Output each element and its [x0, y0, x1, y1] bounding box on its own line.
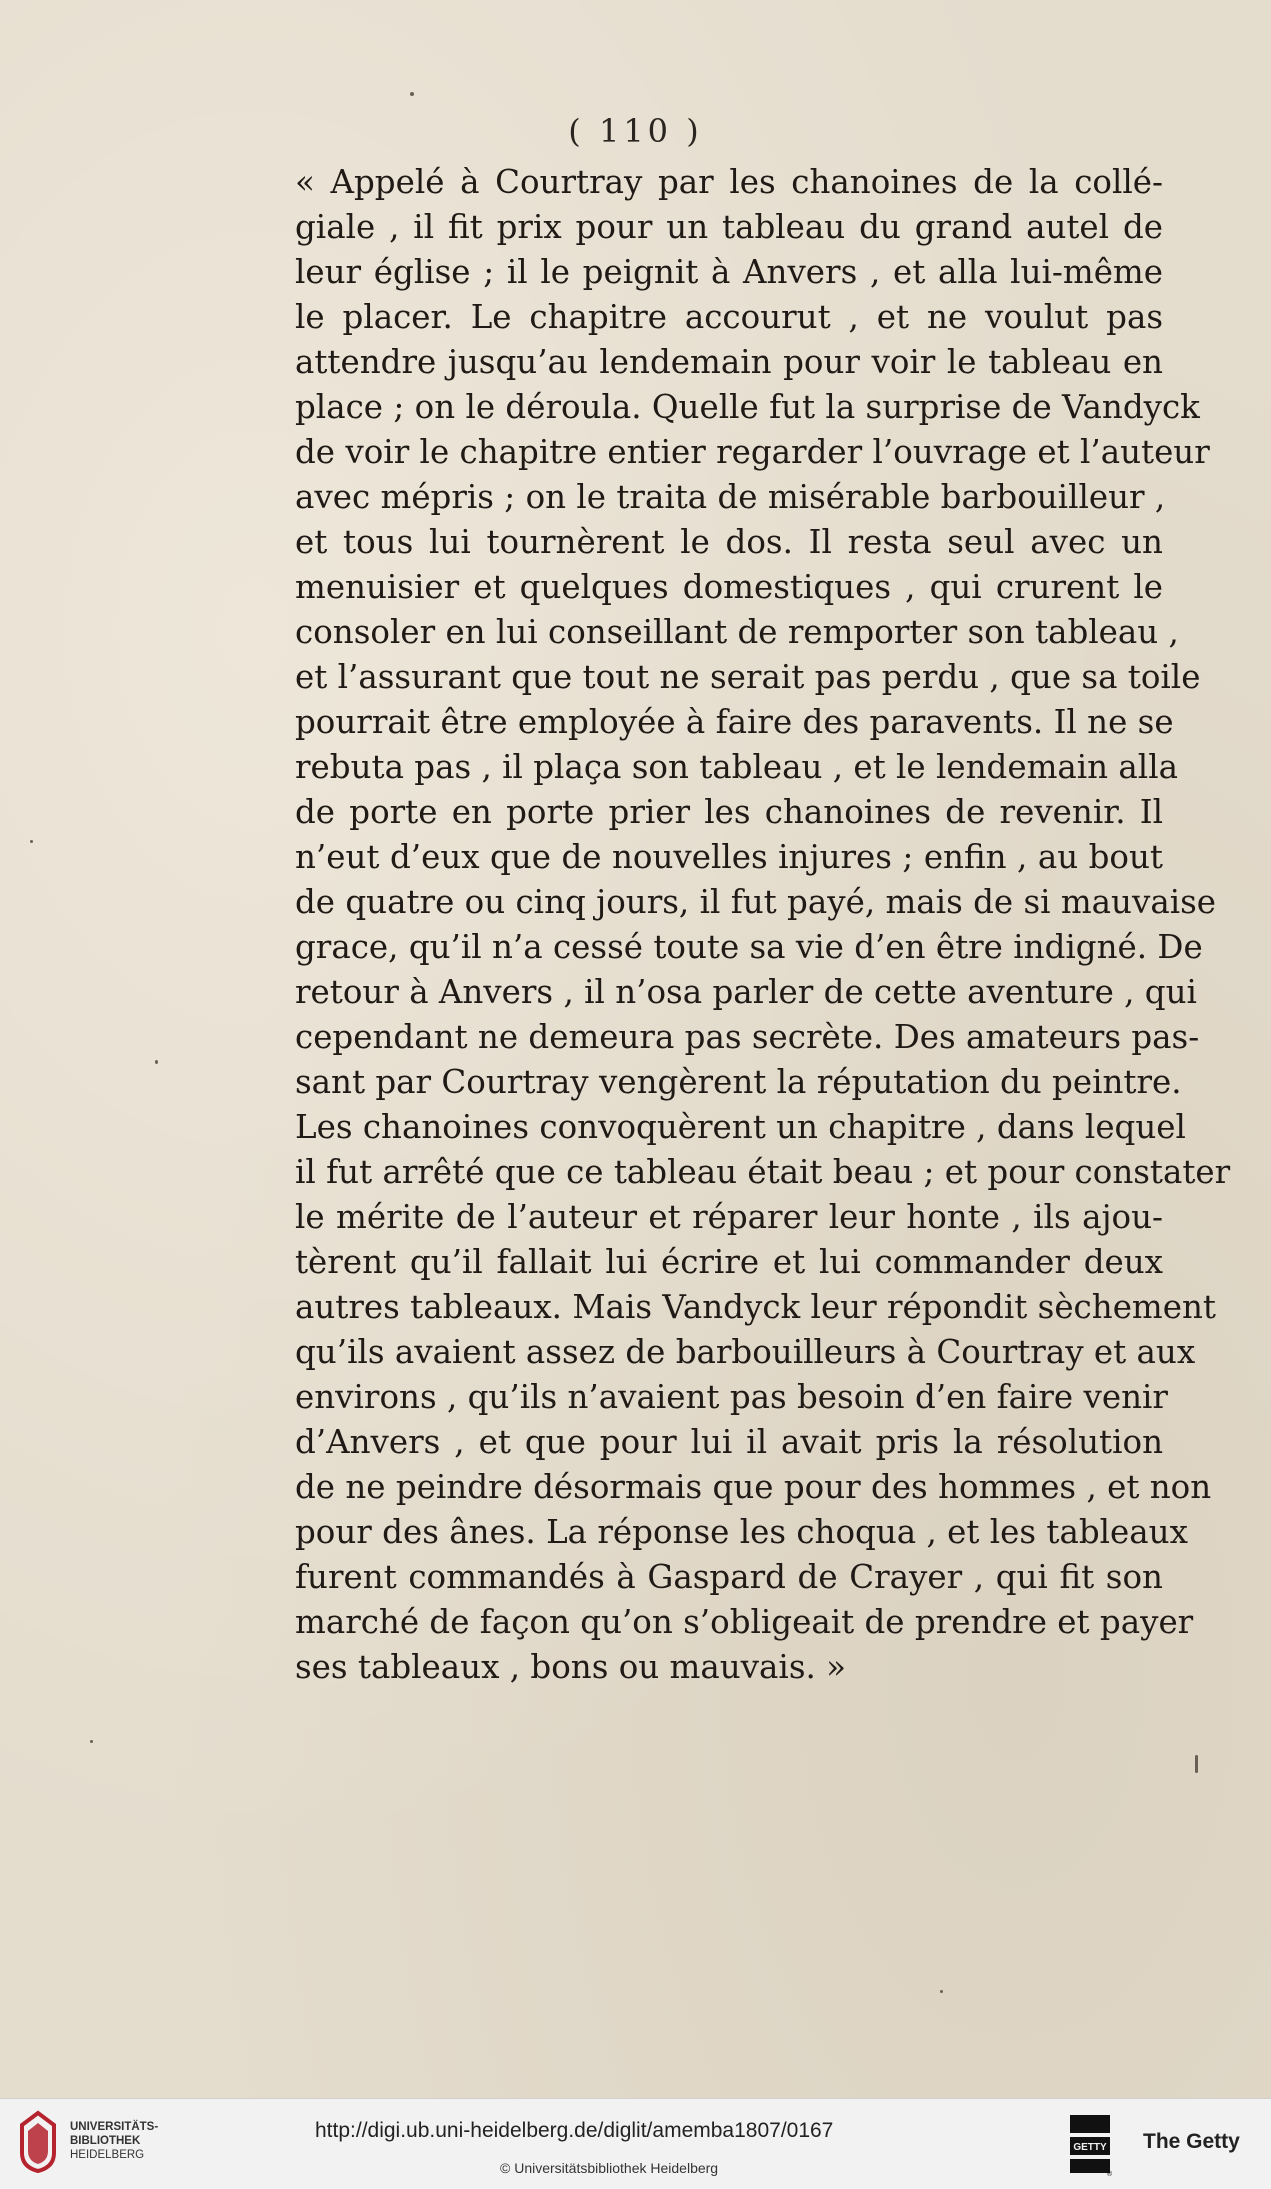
text-line: le placer. Le chapitre accourut , et ne voulut pas [295, 298, 1163, 336]
paper-speck [155, 1060, 158, 1064]
university-name-line: HEIDELBERG [70, 2149, 145, 2161]
text-line: retour à Anvers , il n’osa parler de cette aventure , qui [295, 973, 1197, 1011]
text-line: cependant ne demeura pas secrète. Des amateurs pas- [295, 1018, 1200, 1056]
university-library-logo-icon[interactable] [14, 2107, 62, 2177]
paper-speck [1195, 1755, 1198, 1773]
text-line: il fut arrêté que ce tableau était beau ; et pour constater [295, 1153, 1231, 1191]
text-line: et tous lui tournèrent le dos. Il resta seul avec un [295, 523, 1163, 561]
page-number: ( 110 ) [568, 112, 703, 150]
text-line: rebuta pas , il plaça son tableau , et le lendemain alla [295, 748, 1178, 786]
text-line: leur église ; il le peignit à Anvers , et alla lui-même [295, 253, 1163, 291]
paper-speck [940, 1990, 943, 1993]
text-line: Les chanoines convoquèrent un chapitre , dans lequel [295, 1108, 1186, 1146]
text-line: le mérite de l’auteur et réparer leur honte , ils ajou- [295, 1198, 1163, 1236]
text-line: furent commandés à Gaspard de Crayer , qui fit son [295, 1558, 1163, 1596]
text-line: attendre jusqu’au lendemain pour voir le tableau en [295, 343, 1163, 381]
getty-name[interactable]: The Getty [1143, 2130, 1240, 2153]
footer-bar [0, 2098, 1271, 2189]
text-line: ses tableaux , bons ou mauvais. » [295, 1648, 847, 1686]
getty-logo-icon[interactable] [1068, 2113, 1114, 2177]
text-line: de quatre ou cinq jours, il fut payé, mais de si mauvaise [295, 883, 1217, 921]
text-line: autres tableaux. Mais Vandyck leur répondit sèchement [295, 1288, 1216, 1326]
getty-logo-text: GETTY [1073, 2142, 1107, 2153]
university-name[interactable] [70, 2120, 158, 2162]
text-line: d’Anvers , et que pour lui il avait pris la résolution [295, 1423, 1163, 1461]
text-line: grace, qu’il n’a cessé toute sa vie d’en être indigné. De [295, 928, 1203, 966]
text-line: menuisier et quelques domestiques , qui crurent le [295, 568, 1163, 606]
university-name-line: BIBLIOTHEK [70, 2135, 141, 2147]
paper-speck [90, 1740, 93, 1743]
text-line: consoler en lui conseillant de remporter son tableau , [295, 613, 1179, 651]
text-line: marché de façon qu’on s’obligeait de prendre et payer [295, 1603, 1194, 1641]
text-line: giale , il fit prix pour un tableau du grand autel de [295, 208, 1163, 246]
paper-speck [30, 840, 33, 843]
text-line: pourrait être employée à faire des paravents. Il ne se [295, 703, 1174, 741]
text-line: pour des ânes. La réponse les choqua , et les tableaux [295, 1513, 1188, 1551]
permalink-url[interactable]: http://digi.ub.uni-heidelberg.de/diglit/amemba1807/0167 [315, 2119, 834, 2142]
copyright-notice: © Universitätsbibliothek Heidelberg [500, 2160, 719, 2176]
university-name-line: UNIVERSITÄTS- [70, 2121, 159, 2133]
body-text [295, 160, 1231, 1690]
text-line: de voir le chapitre entier regarder l’ouvrage et l’auteur [295, 433, 1210, 471]
text-line: tèrent qu’il fallait lui écrire et lui commander deux [295, 1243, 1163, 1281]
text-line: avec mépris ; on le traita de misérable barbouilleur , [295, 478, 1166, 516]
registered-mark: ® [1106, 2171, 1112, 2177]
text-line: de porte en porte prier les chanoines de revenir. Il [295, 793, 1163, 831]
text-line: sant par Courtray vengèrent la réputation du peintre. [295, 1063, 1182, 1101]
text-line: et l’assurant que tout ne serait pas perdu , que sa toile [295, 658, 1201, 696]
text-line: environs , qu’ils n’avaient pas besoin d’en faire venir [295, 1378, 1168, 1416]
text-line: « Appelé à Courtray par les chanoines de la collé- [295, 163, 1163, 201]
text-line: de ne peindre désormais que pour des hommes , et non [295, 1468, 1212, 1506]
text-line: qu’ils avaient assez de barbouilleurs à Courtray et aux [295, 1333, 1196, 1371]
paper-speck [410, 92, 414, 96]
text-line: place ; on le déroula. Quelle fut la surprise de Vandyck [295, 388, 1200, 426]
text-line: n’eut d’eux que de nouvelles injures ; enfin , au bout [295, 838, 1163, 876]
